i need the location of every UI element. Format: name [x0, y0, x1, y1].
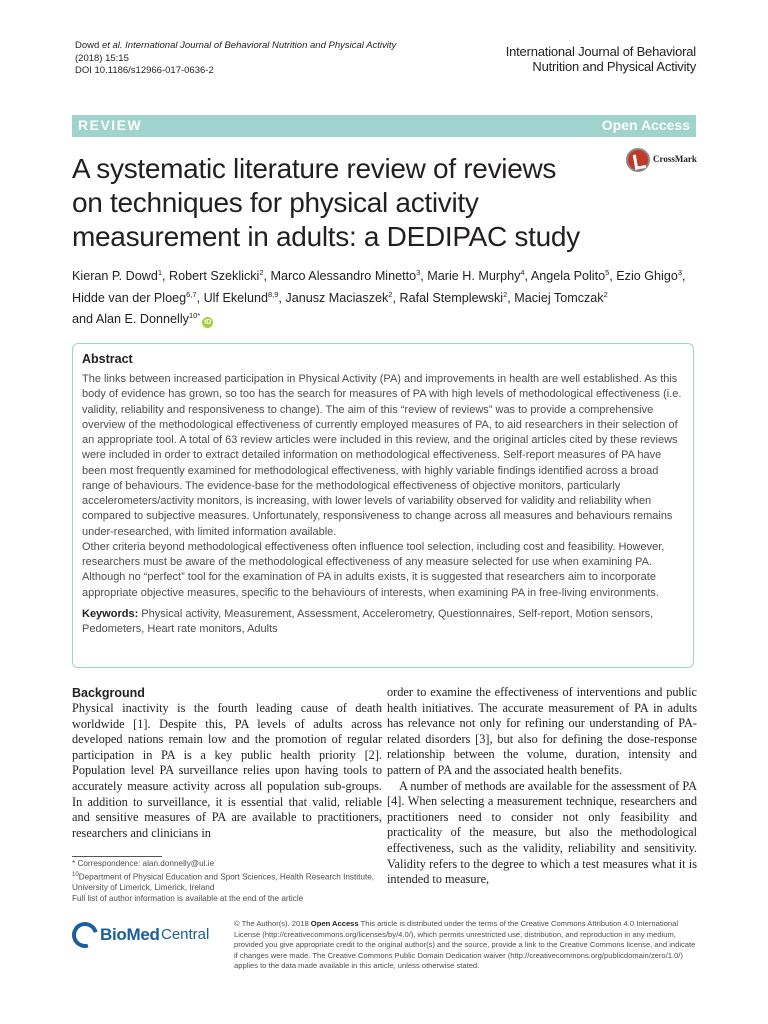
citation-journal: et al. International Journal of Behavioral Nutrition and Physical Activity [101, 40, 397, 51]
author-name: Marie H. Murphy [427, 269, 521, 283]
title-line-3: measurement in adults: a DEDIPAC study [72, 221, 580, 252]
abstract-box [72, 343, 694, 668]
doi-link[interactable]: DOI 10.1186/s12966-017-0636-2 [75, 65, 214, 76]
author-affiliation: 6,7 [186, 289, 197, 299]
author-affiliation: 2 [603, 289, 608, 299]
article-type-banner [72, 115, 696, 137]
abstract-heading: Abstract [82, 352, 133, 366]
body-column-right [387, 685, 697, 888]
license-text: This article is distributed under the terms of the Creative Commons Attribution 4.0 International License (http://creativecommons.org/licenses/by/4.0/), which permits unrestricted use, distribution, and reproduction in any medium, provided you give appropriate credit to the original author(s) and the source, provide a link to the Creative Commons license, and indicate if changes were made. The Creative Commons Public Domain Dedication waiver (http://creativecommons.org/publicdomain/zero/1.0/) applies to the data made available in this article, unless otherwise stated. [234, 919, 696, 971]
publisher-name-part1: BioMed [100, 925, 160, 944]
author-line-1: Kieran P. Dowd$^1$, Robert Szeklicki$^2$, Marco Alessandro Minetto$^3$, Marie H. Murphy$^4$, Angela Polito$^5$, Ezio Ghigo$^3$, [72, 268, 686, 283]
open-access-label: Open Access [601, 117, 690, 133]
author-affiliation: 2 [503, 289, 508, 299]
journal-name [470, 44, 696, 74]
body-paragraph: A number of methods are available for the assessment of PA [4]. When selecting a measurement technique, researchers and practitioners need to consider not only feasibility and practicality of the measure, but also the methodological effectiveness, such as the validity, reliability and sensitivity. Validity refers to the degree to which a test measures what it is intended to measure, [387, 778, 697, 887]
author-name: Robert Szeklicki [169, 269, 260, 283]
license-prefix: © The Author(s). 2018 [234, 919, 311, 928]
crossmark-label: CrossMark [653, 154, 697, 164]
authors-and: and [72, 312, 96, 326]
author-affiliation: 2 [259, 268, 264, 277]
running-header [75, 40, 396, 78]
author-name: Ulf Ekelund [203, 290, 268, 305]
author-list [72, 264, 702, 329]
body-paragraph: Physical inactivity is the fourth leading cause of death worldwide [1]. Despite this, PA levels of adults across developed nations remain low and the promotion of regular participation in PA is a key public health priority [2]. Population level PA surveillance relies upon having tools to accurately measure activity across all population sub-groups. In addition to surveillance, it is essential that valid, reliable and sensitive measures of PA are available to practitioners, researchers and clinicians in [72, 701, 382, 840]
author-name: Janusz Maciaszek [285, 290, 389, 305]
license-open-access: Open Access [310, 919, 359, 928]
article-type-label: REVIEW [78, 117, 143, 133]
orcid-icon[interactable]: iD [204, 319, 212, 326]
author-affiliation: 10* [188, 311, 201, 320]
crossmark-icon [626, 148, 650, 172]
author-affiliation: 2 [388, 289, 393, 299]
author-affiliation: 8,9 [267, 289, 279, 299]
affiliation-text: Department of Physical Education and Sport Sciences, Health Research Institute, University of Limerick, Limerick, Ireland [72, 872, 375, 893]
author-line-2: Hidde van der Ploeg$^{6,7}$, Ulf Ekelund$^{8,9}$, Janusz Maciaszek$^2$, Rafal Stemplewski$^2$, Maciej Tomczak$^2$ [72, 289, 608, 305]
author-name: Kieran P. Dowd [72, 269, 158, 283]
author-name: Maciej Tomczak [514, 290, 604, 305]
title-line-1: A systematic literature review of reviews [72, 153, 557, 184]
crossmark-badge[interactable] [626, 147, 696, 175]
title-line-2: on techniques for physical activity [72, 187, 479, 218]
author-line-3 [72, 307, 702, 329]
body-paragraph: order to examine the effectiveness of interventions and public health initiatives. The accurate measurement of PA in adults has relevance not only for refining our understanding of PA-related disorders [3], but also for defining the dose-response relationship between the volume, duration, intensity and pattern of PA and the associated health benefits. [387, 685, 697, 777]
license-statement [234, 919, 696, 972]
author-name: Angela Polito [530, 269, 606, 283]
abstract-paragraph-1: The links between increased participation in Physical Activity (PA) and improvements in health are well established. As this body of evidence has grown, so too has the search for measures of PA with high levels of methodological effectiveness (i.e. validity, reliability and responsiveness to change). The aim of this “review of reviews” was to provide a comprehensive overview of the methodological effectiveness of currently employed measures of PA, to aid researchers in their selection of an appropriate tool. A total of 63 review articles were included in this review, and the original articles cited by these reviews were included in order to extract detailed information on methodological effectiveness. Self-report measures of PA have been most frequently examined for methodological effectiveness, with highly variable findings identified across a broad range of behaviours. The evidence-base for the methodological effectiveness of objective monitors, particularly accelerometers/activity monitors, is increasing, with lower levels of variability observed for validity and reliability when compared to subjective measures. Unfortunately, responsiveness to change across all measures and behaviours remains under-researched, with limited information available. [82, 373, 682, 538]
footnotes [72, 859, 382, 905]
author-affiliation: 3 [416, 268, 421, 277]
author-name: Ezio Ghigo [616, 269, 678, 283]
abstract-paragraph-2: Other criteria beyond methodological effectiveness often influence tool selection, including cost and feasibility. However, researchers must be aware of the methodological effectiveness of any measure selected for use when examining PA. Although no “perfect” tool for the examination of PA in adults exists, it is suggested that researchers aim to incorporate appropriate objective measures, specific to the behaviours of interests, when examining PA in free-living environments. [82, 540, 665, 599]
full-list-note: Full list of author information is available at the end of the article [72, 894, 304, 904]
article-title [72, 152, 612, 254]
author-name: Marco Alessandro Minetto [270, 269, 417, 283]
author-affiliation: 1 [157, 268, 163, 277]
author-name: Hidde van der Ploeg [72, 290, 187, 305]
keywords-label: Keywords: [82, 607, 139, 620]
citation-year: (2018) 15:15 [75, 52, 129, 64]
citation-authors: Dowd [75, 40, 102, 51]
footnote-divider [72, 856, 162, 857]
section-heading-background: Background [72, 686, 145, 700]
publisher-name-part2: Central [161, 926, 210, 943]
keywords [82, 607, 685, 638]
keywords-list: Physical activity, Measurement, Assessment, Accelerometry, Questionnaires, Self-report, Motion sensors, Pedometers, Heart rate monitors, Adults [82, 607, 654, 635]
journal-name-line2: Nutrition and Physical Activity [532, 59, 696, 74]
biomed-central-icon [67, 917, 103, 953]
author-affiliation: 4 [520, 268, 525, 277]
author-affiliation: 5 [605, 268, 610, 277]
body-column-left [72, 685, 382, 841]
correspondence-note[interactable]: * Correspondence: alan.donnelly@ul.ie [72, 859, 215, 868]
author-name: Rafal Stemplewski [399, 290, 504, 305]
author-name: Alan E. Donnelly [95, 312, 189, 326]
journal-name-line1: International Journal of Behavioral [505, 44, 696, 59]
affiliation-note [72, 870, 382, 894]
affiliation-sup: 10 [72, 871, 79, 878]
author-affiliation: 3 [677, 268, 683, 277]
biomed-central-logo[interactable] [72, 920, 232, 954]
